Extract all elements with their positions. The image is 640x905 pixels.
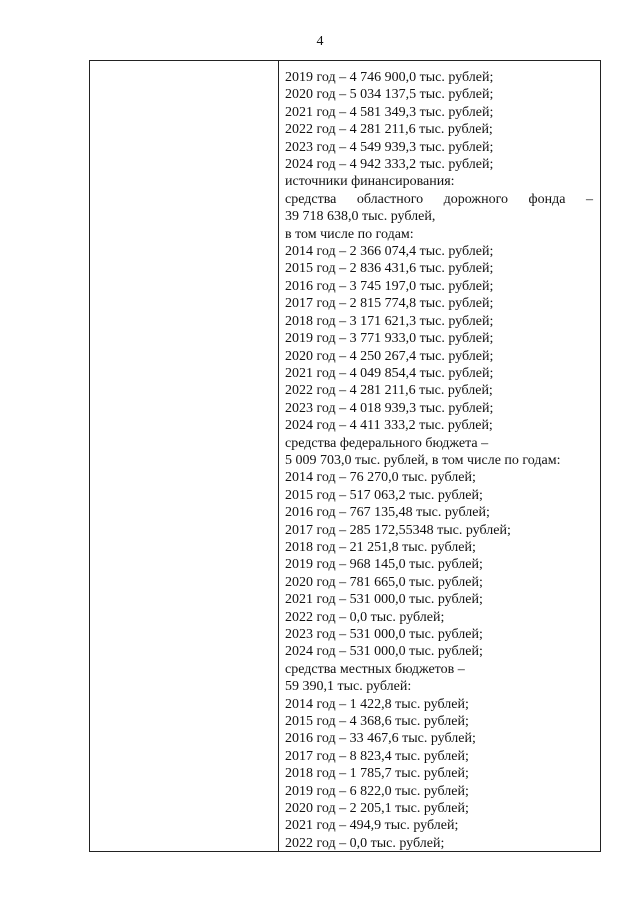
text-line: 2014 год – 2 366 074,4 тыс. рублей; (285, 244, 494, 260)
text-line: 2015 год – 2 836 431,6 тыс. рублей; (285, 261, 494, 277)
text-line: 2020 год – 2 205,1 тыс. рублей; (285, 801, 469, 817)
text-line: 2016 год – 767 135,48 тыс. рублей; (285, 505, 490, 521)
text-line: 2016 год – 3 745 197,0 тыс. рублей; (285, 278, 494, 294)
text-line: 2019 год – 6 822,0 тыс. рублей; (285, 783, 469, 799)
road-fund-word: – (585, 191, 593, 207)
column-divider (278, 61, 279, 851)
text-line: 2017 год – 285 172,55348 тыс. рублей; (285, 522, 511, 538)
text-line: 2020 год – 5 034 137,5 тыс. рублей; (285, 87, 494, 103)
road-fund-line (285, 191, 593, 208)
text-line: 2021 год – 531 000,0 тыс. рублей; (285, 592, 483, 608)
text-line: 2021 год – 4 049 854,4 тыс. рублей; (285, 365, 494, 381)
funding-text-cell (285, 69, 593, 852)
text-line: средства федерального бюджета – (285, 435, 489, 451)
text-line: 2020 год – 4 250 267,4 тыс. рублей; (285, 348, 494, 364)
text-line: 2023 год – 4 018 939,3 тыс. рублей; (285, 400, 494, 416)
text-line: 2023 год – 531 000,0 тыс. рублей; (285, 627, 483, 642)
text-line: 5 009 703,0 тыс. рублей, в том числе по годам: (285, 452, 561, 468)
text-line: 2016 год – 33 467,6 тыс. рублей; (285, 731, 476, 747)
text-line: 2019 год – 4 746 900,0 тыс. рублей; (285, 70, 494, 85)
text-line: источники финансирования: (285, 174, 455, 190)
page-number: 4 (316, 34, 324, 49)
text-line: 2014 год – 1 422,8 тыс. рублей; (285, 696, 469, 712)
text-line: 2015 год – 4 368,6 тыс. рублей; (285, 714, 469, 730)
text-line: 2022 год – 4 281 211,6 тыс. рублей; (285, 383, 493, 399)
text-line: 2021 год – 494,9 тыс. рублей; (285, 818, 459, 834)
road-fund-word: дорожного (443, 191, 508, 207)
text-line: 2024 год – 531 000,0 тыс. рублей; (285, 644, 483, 660)
road-fund-word: средства (285, 191, 337, 207)
text-line: 2021 год – 4 581 349,3 тыс. рублей; (285, 104, 494, 120)
text-line: 2020 год – 781 665,0 тыс. рублей; (285, 574, 483, 590)
text-line: 2017 год – 2 815 774,8 тыс. рублей; (285, 296, 494, 312)
text-line: 59 390,1 тыс. рублей: (285, 679, 412, 695)
road-fund-word: областного (356, 191, 424, 207)
text-line: 2015 год – 517 063,2 тыс. рублей; (285, 487, 483, 503)
text-line: 2022 год – 0,0 тыс. рублей; (285, 835, 445, 851)
text-line: 2022 год – 0,0 тыс. рублей; (285, 609, 445, 625)
text-line: 2019 год – 968 145,0 тыс. рублей; (285, 557, 483, 573)
text-line: 2018 год – 21 251,8 тыс. рублей; (285, 539, 476, 555)
text-line: в том числе по годам: (285, 226, 414, 242)
text-line: 2014 год – 76 270,0 тыс. рублей; (285, 470, 476, 486)
text-line: 2018 год – 1 785,7 тыс. рублей; (285, 766, 469, 782)
text-line: 2022 год – 4 281 211,6 тыс. рублей; (285, 122, 493, 138)
text-line: 2019 год – 3 771 933,0 тыс. рублей; (285, 331, 494, 347)
text-line: 2018 год – 3 171 621,3 тыс. рублей; (285, 313, 494, 329)
text-line: 39 718 638,0 тыс. рублей, (285, 209, 436, 225)
text-line: 2024 год – 4 411 333,2 тыс. рублей; (285, 418, 493, 434)
funding-table (89, 60, 601, 852)
road-fund-word: фонда (528, 191, 566, 207)
text-line: 2024 год – 4 942 333,2 тыс. рублей; (285, 157, 494, 173)
text-line: 2023 год – 4 549 939,3 тыс. рублей; (285, 139, 494, 155)
text-line: 2017 год – 8 823,4 тыс. рублей; (285, 748, 469, 764)
text-line: средства местных бюджетов – (285, 661, 465, 677)
